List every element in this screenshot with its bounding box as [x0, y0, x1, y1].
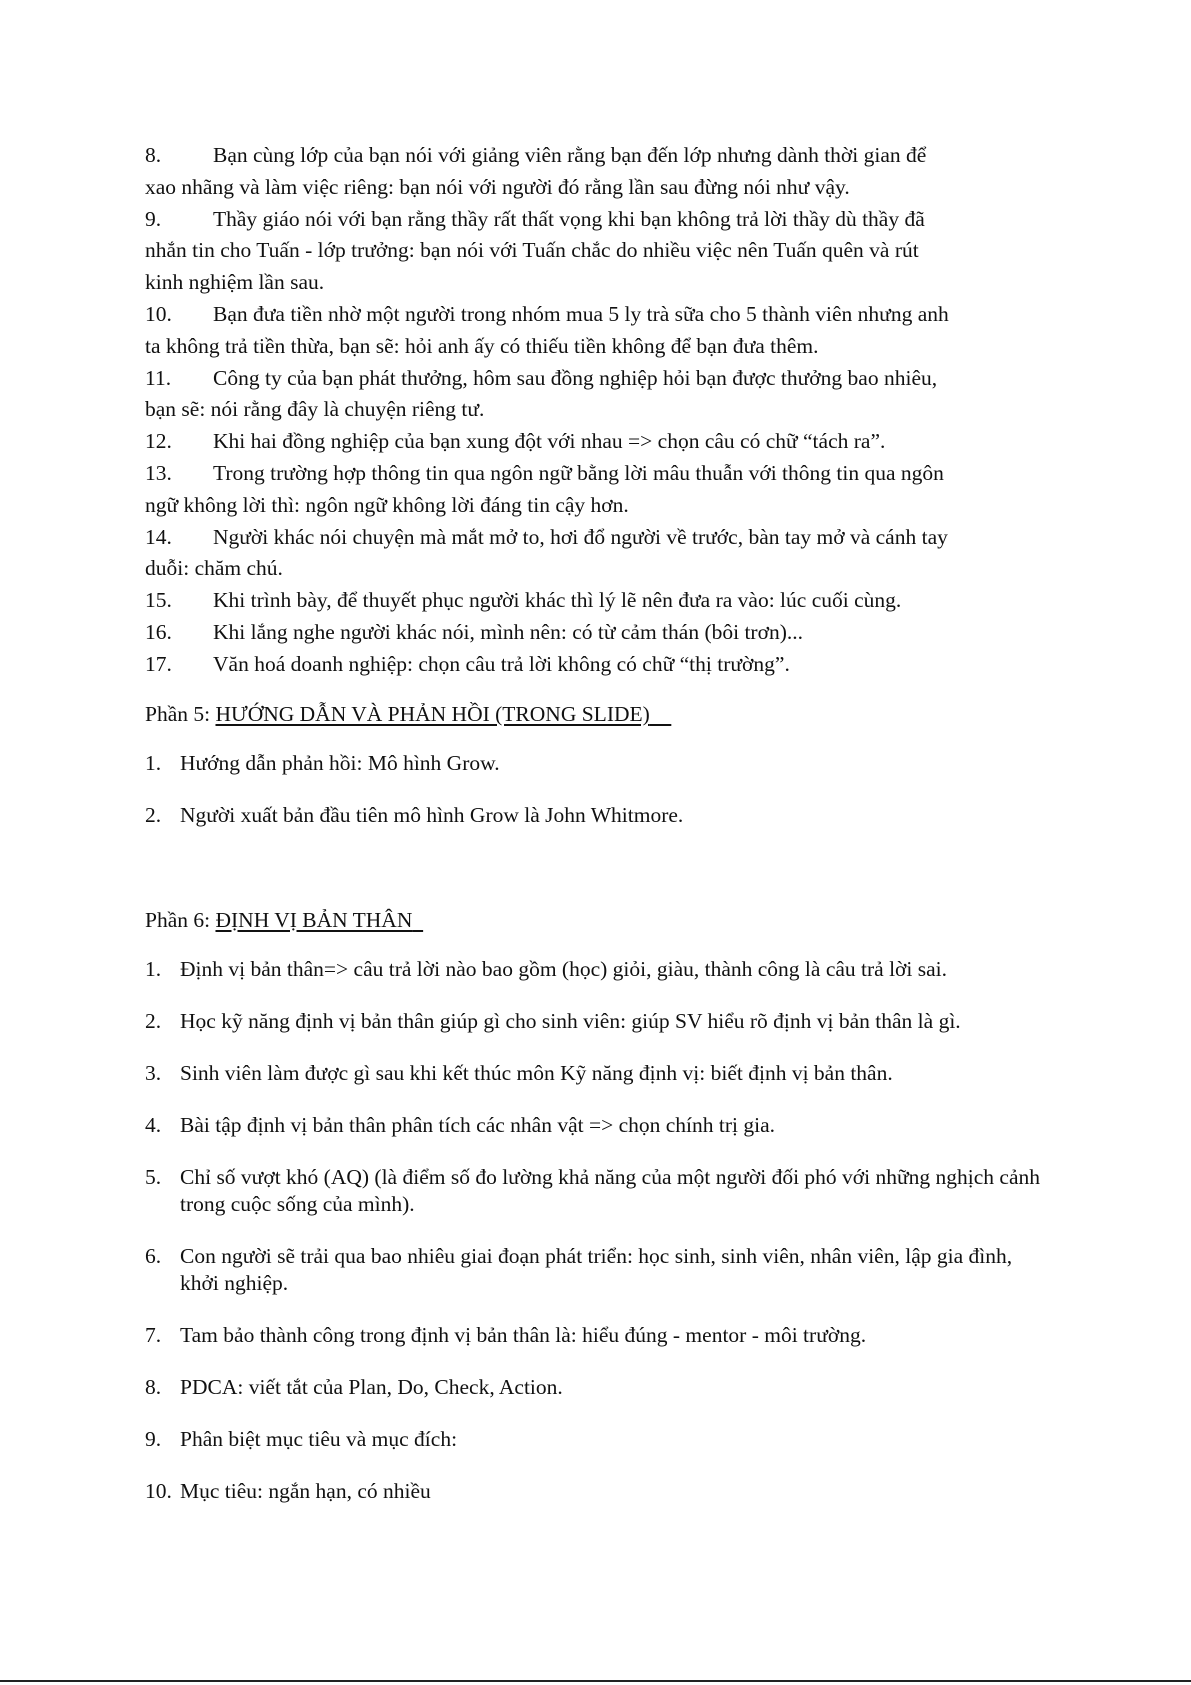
part6-list	[145, 956, 1045, 1505]
list-item	[145, 204, 1045, 236]
item-text: Mục tiêu: ngắn hạn, có nhiều	[180, 1478, 431, 1503]
item-text: Khi trình bày, để thuyết phục người khác thì lý lẽ nên đưa ra vào: lúc cuối cùng.	[213, 588, 902, 613]
item-number: 15.	[145, 588, 172, 613]
list-item	[145, 458, 1045, 490]
list-item-continuation: duỗi: chăm chú.	[145, 556, 283, 581]
list-item	[145, 140, 1045, 172]
item-number: 9.	[145, 206, 162, 231]
item-text: Chỉ số vượt khó (AQ) (là điểm số đo lường khả năng của một người đối phó với những nghịch cảnh trong cuộc sống của mình).	[180, 1164, 1041, 1216]
section-title: ĐỊNH VỊ BẢN THÂN	[215, 907, 413, 932]
item-text: Tam bảo thành công trong định vị bản thân là: hiểu đúng - mentor - môi trường.	[180, 1322, 867, 1347]
item-text: Khi hai đồng nghiệp của bạn xung đột với nhau => chọn câu có chữ “tách ra”.	[213, 429, 886, 454]
item-text: Người khác nói chuyện mà mắt mở to, hơi đổ người về trước, bàn tay mở và cánh tay	[213, 524, 948, 549]
section-prefix: Phần 5:	[145, 701, 216, 726]
item-number: 16.	[145, 619, 172, 644]
list-item	[145, 649, 1045, 681]
item-text: Định vị bản thân=> câu trả lời nào bao gồm (học) giỏi, giàu, thành công là câu trả lời sai.	[180, 956, 948, 981]
section-heading-part5	[145, 699, 1045, 730]
item-number: 7.	[145, 1322, 162, 1347]
section-heading-part6	[145, 905, 1045, 936]
list-item-continuation: nhắn tin cho Tuấn - lớp trưởng: bạn nói với Tuấn chắc do nhiều việc nên Tuấn quên và rút	[145, 238, 919, 263]
section-prefix: Phần 6:	[145, 907, 216, 932]
item-text: Học kỹ năng định vị bản thân giúp gì cho sinh viên: giúp SV hiểu rõ định vị bản thân là gì.	[180, 1008, 961, 1033]
spacer	[145, 854, 1045, 887]
list-item	[145, 1478, 1045, 1505]
page-bottom-rule	[0, 1680, 1191, 1682]
list-item	[145, 1243, 1045, 1297]
list-item	[145, 426, 1045, 458]
part5-list	[145, 750, 1045, 829]
list-item	[145, 1112, 1045, 1139]
item-text: Bài tập định vị bản thân phân tích các nhân vật => chọn chính trị gia.	[180, 1112, 776, 1137]
list-item	[145, 956, 1045, 983]
item-text: Hướng dẫn phản hồi: Mô hình Grow.	[180, 750, 500, 775]
list-item-continuation: kinh nghiệm lần sau.	[145, 270, 325, 295]
item-text: Văn hoá doanh nghiệp: chọn câu trả lời không có chữ “thị trường”.	[213, 651, 790, 676]
item-number: 8.	[145, 143, 162, 167]
list-item	[145, 363, 1045, 395]
item-text: Phân biệt mục tiêu và mục đích:	[180, 1426, 458, 1451]
document-page	[145, 140, 1045, 1530]
list-item	[145, 802, 1045, 829]
item-number: 9.	[145, 1426, 162, 1451]
item-number: 2.	[145, 802, 162, 827]
item-number: 8.	[145, 1374, 162, 1399]
item-number: 1.	[145, 956, 162, 981]
item-text: Khi lắng nghe người khác nói, mình nên: có từ cảm thán (bôi trơn)...	[213, 619, 803, 644]
list-item	[145, 1008, 1045, 1035]
item-number: 4.	[145, 1112, 162, 1137]
item-number: 14.	[145, 524, 172, 549]
list-item	[145, 299, 1045, 331]
item-number: 2.	[145, 1008, 162, 1033]
list-item	[145, 1374, 1045, 1401]
list-item-continuation: xao nhãng và làm việc riêng: bạn nói với người đó rằng lần sau đừng nói như vậy.	[145, 174, 850, 199]
list-item	[145, 1426, 1045, 1453]
item-text: PDCA: viết tắt của Plan, Do, Check, Action.	[180, 1374, 563, 1399]
part4-list	[145, 140, 1045, 681]
section-title: HƯỚNG DẪN VÀ PHẢN HỒI (TRONG SLIDE)	[215, 701, 650, 726]
list-item-continuation: ta không trả tiền thừa, bạn sẽ: hỏi anh ấy có thiếu tiền không để bạn đưa thêm.	[145, 333, 819, 358]
list-item	[145, 1322, 1045, 1349]
item-number: 3.	[145, 1060, 162, 1085]
list-item-continuation: ngữ không lời thì: ngôn ngữ không lời đáng tin cậy hơn.	[145, 492, 629, 517]
item-text: Bạn đưa tiền nhờ một người trong nhóm mua 5 ly trà sữa cho 5 thành viên nhưng anh	[213, 301, 949, 326]
list-item	[145, 585, 1045, 617]
item-number: 13.	[145, 460, 172, 485]
list-item	[145, 1164, 1045, 1218]
item-number: 5.	[145, 1164, 162, 1189]
item-number: 1.	[145, 750, 162, 775]
item-number: 10.	[145, 1478, 172, 1503]
list-item	[145, 617, 1045, 649]
item-text: Người xuất bản đầu tiên mô hình Grow là John Whitmore.	[180, 802, 684, 827]
item-number: 6.	[145, 1243, 162, 1268]
item-text: Sinh viên làm được gì sau khi kết thúc môn Kỹ năng định vị: biết định vị bản thân.	[180, 1060, 893, 1085]
item-text: Con người sẽ trải qua bao nhiêu giai đoạn phát triển: học sinh, sinh viên, nhân viên, lập gia đình, khởi nghiệp.	[180, 1243, 1013, 1295]
item-text: Công ty của bạn phát thưởng, hôm sau đồng nghiệp hỏi bạn được thưởng bao nhiêu,	[213, 365, 938, 390]
list-item	[145, 750, 1045, 777]
item-text: Thầy giáo nói với bạn rằng thầy rất thất vọng khi bạn không trả lời thầy dù thầy đã	[213, 206, 925, 231]
list-item	[145, 1060, 1045, 1087]
item-number: 12.	[145, 429, 172, 454]
list-item	[145, 522, 1045, 554]
item-text: Trong trường hợp thông tin qua ngôn ngữ bằng lời mâu thuẫn với thông tin qua ngôn	[213, 460, 944, 485]
item-number: 17.	[145, 651, 172, 676]
item-number: 10.	[145, 301, 172, 326]
list-item-continuation: bạn sẽ: nói rằng đây là chuyện riêng tư.	[145, 397, 485, 422]
item-number: 11.	[145, 365, 172, 390]
item-text: Bạn cùng lớp của bạn nói với giảng viên rằng bạn đến lớp nhưng dành thời gian để	[213, 143, 927, 167]
